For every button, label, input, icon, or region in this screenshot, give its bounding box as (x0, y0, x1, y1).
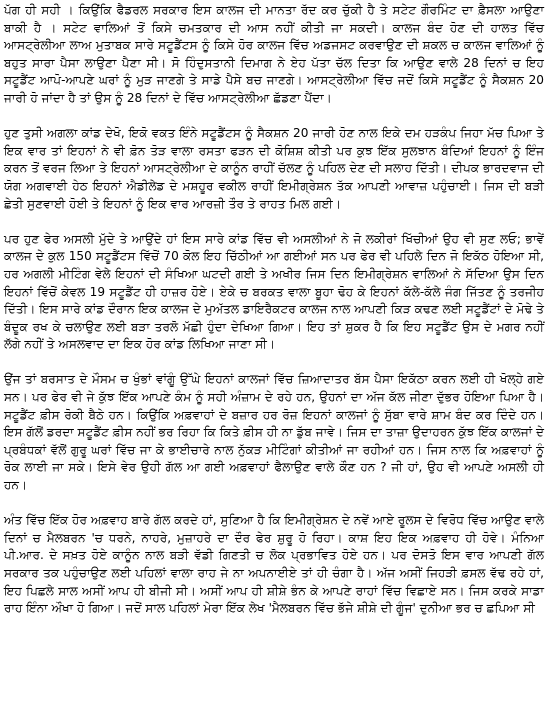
article-paragraph: ਅੰਤ ਵਿੱਚ ਇੱਕ ਹੋਰ ਅਫ਼ਵਾਹ ਬਾਰੇ ਗੱਲ ਕਰਦੇ ਹਾਂ, ਸੁਣਿਆ ਹੈ ਕਿ ਇਮੀਗ੍ਰੇਸ਼ਨ ਦੇ ਨਵੇਂ ਆਏ ਰੂਲਸ ਦੇ ਵਿਰੋਧ ਵਿੱਚ ਆਉਣ ਵਾਲੇ ਦਿਨਾਂ ਚ ਮੈਲਬਰਨ 'ਚ ਧਰਨੇ, ਨਾਹਰੇ, ਮੁਜ਼ਾਹਰੇ ਦਾ ਦੌਰ ਫੇਰ ਸ਼ੁਰੂ ਹੋ ਰਿਹਾ। ਕਾਸ਼ ਇਹ ਇਕ ਅਫ਼ਵਾਹ ਹੀ ਹੋਵੇ। ਮੰਨਿਆ ਪੀ.ਆਰ. ਦੇ ਸਖ਼ਤ ਹੋਏ ਕਾਨੂੰਨ ਨਾਲ ਬੜੀ ਵੱਡੀ ਗਿਣਤੀ ਚ ਲੋਕ ਪ੍ਰਭਾਵਿਤ ਹੋਏ ਹਨ। ਪਰ ਦੋਸਤੋ ਇਸ ਵਾਰ ਆਪਣੀ ਗੱਲ ਸਰਕਾਰ ਤਕ ਪਹੁੰਚਾਉਣ ਲਈ ਪਹਿਲਾਂ ਵਾਲਾ ਰਾਹ ਜੇ ਨਾ ਅਪਨਾਈਏ ਤਾਂ ਹੀ ਚੰਗਾ ਹੈ। ਅੱਜ ਅਸੀਂ ਜਿਹੜੀ ਫ਼ਸਲ ਵੱਢ ਰਹੇ ਹਾਂ, ਇਹ ਪਿਛਲੇ ਸਾਲ ਅਸੀਂ ਆਪ ਹੀ ਬੀਜੀ ਸੀ। ਅਸੀਂ ਆਪ ਹੀ ਸ਼ੀਸ਼ੇ ਭੰਨ ਕੇ ਆਪਣੇ ਰਾਹਾਂ ਵਿੱਚ ਵਿਛਾਏ ਸਨ। ਜਿਸ ਕਰਕੇ ਸਾਡਾ ਰਾਹ ਇੰਨਾ ਔਖਾ ਹੋ ਗਿਆ। ਜਦੋਂ ਸਾਲ ਪਹਿਲਾਂ ਮੇਰਾ ਇੱਕ ਲੇਖ 'ਮੈਲਬਰਨ ਵਿੱਚ ਭੱਜੇ ਸ਼ੀਸ਼ੇ ਦੀ ਗੂੰਜ' ਦੁਨੀਆ ਭਰ ਚ ਛਪਿਆ ਸੀ (4, 513, 544, 616)
article-paragraph: ਉਂਜ ਤਾਂ ਬਰਸਾਤ ਦੇ ਮੌਸਮ ਚ ਖੁੰਭਾਂ ਵਾਂਗੂੰ ਉੱਘੇ ਇਹਨਾਂ ਕਾਲਜਾਂ ਵਿੱਚ ਜ਼ਿਆਦਾਤਰ ਬੱਸ ਪੈਸਾ ਇਕੱਠਾ ਕਰਨ ਲਈ ਹੀ ਖੋਲ੍ਹੇ ਗਏ ਸਨ। ਪਰ ਫੇਰ ਵੀ ਜੇ ਕੁੱਝ ਇੱਕ ਆਪਣੇ ਕੰਮ ਨੂੰ ਸਹੀ ਅੰਜ਼ਾਮ ਦੇ ਰਹੇ ਹਨ, ਉਹਨਾਂ ਦਾ ਅੱਜ ਕੱਲ ਜੀਣਾ ਦੁੱਭਰ ਹੋਇਆ ਪਿਆ ਹੈ। ਸਟੂਡੈਂਟ ਫ਼ੀਸ ਰੋਕੀ ਬੈਠੇ ਹਨ। ਕਿਉਂਕਿ ਅਫ਼ਵਾਹਾਂ ਦੇ ਬਜ਼ਾਰ ਹਰ ਰੋਜ਼ ਇਹਨਾਂ ਕਾਲਜਾਂ ਨੂੰ ਸੁੱਬਾ ਵਾਰੇ ਸ਼ਾਮ ਬੰਦ ਕਰ ਦਿੰਦੇ ਹਨ। ਇਸ ਗੱਲੋਂ ਡਰਦਾ ਸਟੂਡੈਂਟ ਫ਼ੀਸ ਨਹੀਂ ਭਰ ਰਿਹਾ ਕਿ ਕਿਤੇ ਫ਼ੀਸ ਹੀ ਨਾ ਡੁੱਬ ਜਾਵੇ। ਜਿਸ ਦਾ ਤਾਜ਼ਾ ਉਦਾਹਰਨ ਕੁੱਝ ਇੱਕ ਕਾਲਜਾਂ ਦੇ ਪ੍ਰਬੰਧਕਾਂ ਵੱਲੋਂ ਗੁਰੂ ਘਰਾਂ ਵਿੱਚ ਜਾ ਕੇ ਭਾਈਚਾਰੇ ਨਾਲ ਨੁੱਕੜ ਮੀਟਿੰਗਾਂ ਕੀਤੀਆਂ ਜਾ ਰਹੀਆਂ ਹਨ। ਜਿਸ ਨਾਲ ਕਿ ਅਫ਼ਵਾਹਾਂ ਨੂੰ ਰੋਕ ਲਾਈ ਜਾ ਸਕੇ। ਇਸੇ ਵੇਰ ਉਹੀ ਗੱਲ ਆ ਗਈ ਅਫ਼ਵਾਹਾਂ ਫੈਲਾਉਣ ਵਾਲੇ ਕੌਣ ਹਨ ? ਜੀ ਹਾਂ, ਉਹ ਵੀ ਆਪਣੇ ਅਸਲੀ ਹੀ ਹਨ। (4, 372, 545, 493)
article-paragraph: ਪਰ ਹੁਣ ਫੇਰ ਅਸਲੀ ਮੁੱਦੇ ਤੇ ਆਉਂਦੇ ਹਾਂ ਇਸ ਸਾਰੇ ਕਾਂਡ ਵਿੱਚ ਵੀ ਅਸਲੀਆਂ ਨੇ ਜੋ ਲਕੀਰਾਂ ਖਿੱਚੀਆਂ ਉਹ ਵੀ ਸੁਣ ਲਓ; ਭਾਵੇਂ ਕਾਲਜ ਦੇ ਕੁਲ 150 ਸਟੂਡੈਂਟਸ ਵਿੱਚੋਂ 70 ਕੋਲ ਇਹ ਚਿੱਠੀਆਂ ਆ ਗਈਆਂ ਸਨ ਪਰ ਫੇਰ ਵੀ ਪਹਿਲੇ ਦਿਨ ਜੋ ਇਕੱਠ ਹੋਇਆ ਸੀ, ਹਰ ਅਗਲੀ ਮੀਟਿੰਗ ਵੇਲੇ ਇਹਨਾਂ ਦੀ ਸੰਖਿਆ ਘਟਦੀ ਗਈ ਤੇ ਅਖੀਰ ਜਿਸ ਦਿਨ ਇਮੀਗ੍ਰੇਸ਼ਨ ਵਾਲਿਆਂ ਨੇ ਸੱਦਿਆ ਉਸ ਦਿਨ ਇਹਨਾਂ ਵਿੱਚੋਂ ਕੇਵਲ 19 ਸਟੂਡੈਂਟ ਹੀ ਹਾਜ਼ਰ ਹੋਏ। ਏਕੇ ਚ ਬਰਕਤ ਵਾਲਾ ਬੂਹਾ ਢੋਹ ਕੇ ਇਹਨਾਂ ਕੱਲੇ-ਕੱਲੇ ਜੰਗ ਜਿੱਤਣ ਨੂੰ ਤਰਜੀਹ ਦਿੱਤੀ। ਇਸ ਸਾਰੇ ਕਾਂਡ ਦੌਰਾਨ ਇਕ ਕਾਲਜ ਦੇ ਮੁਅੱਤਲ ਡਾਇਰੈਕਟਰ ਕਾਲਜ ਨਾਲ ਆਪਣੀ ਕਿੜ ਕਢਣ ਲਈ ਸਟੂਡੈਂਟਾਂ ਦੇ ਮੋਢੇ ਤੇ ਬੰਦੂਕ ਰਖ ਕੇ ਚਲਾਉਣ ਲਈ ਬੜਾ ਤਰਲੋ ਮੱਛੀ ਹੁੰਦਾ ਦੇਖਿਆ ਗਿਆ। ਇਹ ਤਾਂ ਸ਼ੁਕਰ ਹੈ ਕਿ ਇਹ ਸਟੂਡੈਂਟ ਉਸ ਦੇ ਮਗਰ ਨਹੀਂ ਲੱਗੇ ਨਹੀਂ ਤੇ ਅਸਲਵਾਦ ਦਾ ਇਕ ਹੋਰ ਕਾਂਡ ਲਿਖਿਆ ਜਾਣਾ ਸੀ। (4, 231, 544, 352)
article-paragraph: ਪੱਗ ਹੀ ਸਹੀ । ਕਿਉਂਕਿ ਫੈਡਰਲ ਸਰਕਾਰ ਇਸ ਕਾਲਜ ਦੀ ਮਾਨਤਾ ਰੱਦ ਕਰ ਚੁੱਕੀ ਹੈ ਤੇ ਸਟੇਟ ਗੌਰਮਿੰਟ ਦਾ ਫ਼ੈਸਲਾ ਆਉਣਾ ਬਾਕੀ ਹੈ । ਸਟੇਟ ਵਾਲਿਆਂ ਤੋਂ ਕਿਸੇ ਚਮਤਕਾਰ ਦੀ ਆਸ ਨਹੀਂ ਕੀਤੀ ਜਾ ਸਕਦੀ। ਕਾਲਜ ਬੰਦ ਹੋਣ ਦੀ ਹਾਲਤ ਵਿੱਚ ਆਸਟ੍ਰੇਲੀਆ ਲਾਅ ਮੁਤਾਬਕ ਸਾਰੇ ਸਟੂਡੈਂਟਸ ਨੂੰ ਕਿਸੇ ਹੋਰ ਕਾਲਜ ਵਿੱਚ ਅਡਜਸਟ ਕਰਵਾਉਣ ਦੀ ਸ਼ਕਲ ਚ ਕਾਲਜ ਵਾਲਿਆਂ ਨੂੰ ਬਹੁਤ ਸਾਰਾ ਪੈਸਾ ਲਾਉਣਾ ਪੈਣਾ ਸੀ। ਸੋ ਹਿੰਦੁਸਤਾਨੀ ਦਿਮਾਗ ਨੇ ਏਹ ਪੱਤਾ ਚੱਲ ਦਿਤਾ ਕਿ ਆਉਣ ਵਾਲੇ 28 ਦਿਨਾਂ ਚ ਇਹ ਸਟੂਡੈਂਟ ਆਪੋ-ਆਪਣੇ ਘਰਾਂ ਨੂੰ ਮੁੜ ਜਾਣਗੇ ਤੇ ਸਾਡੇ ਪੈਸੇ ਬਚ ਜਾਣਗੇ। ਆਸਟ੍ਰੇਲੀਆ ਵਿੱਚ ਜਦੋਂ ਕਿਸੇ ਸਟੂਡੈਂਟ ਨੂੰ ਸੈਕਸ਼ਨ 20 ਜਾਰੀ ਹੋ ਜਾਂਦਾ ਹੈ ਤਾਂ ਉਸ ਨੂੰ 28 ਦਿਨਾਂ ਦੇ ਵਿੱਚ ਆਸਟ੍ਰੇਲੀਆ ਛੱਡਣਾ ਪੈਂਦਾ। (4, 3, 544, 105)
article-paragraph: ਹੁਣ ਤੁਸੀ ਅਗਲਾ ਕਾਂਡ ਦੇਖੋ, ਇਕੋ ਵਕਤ ਇੰਨੇ ਸਟੂਡੈਂਟਸ ਨੂੰ ਸੈਕਸ਼ਨ 20 ਜਾਰੀ ਹੋਣ ਨਾਲ ਇਕੇ ਦਮ ਹੜਕੰਪ ਜਿਹਾ ਮੱਚ ਪਿਆ ਤੇ ਇਕ ਵਾਰ ਤਾਂ ਇਹਨਾਂ ਨੇ ਵੀ ਫ਼ੋਨ ਤੋੜ ਵਾਲਾ ਰਸਤਾ ਫੜਨ ਦੀ ਕੋਸ਼ਿਸ਼ ਕੀਤੀ ਪਰ ਕੁਝ ਇੱਕ ਸੁਲਝਾਨ ਬੰਦਿਆਂ ਇਹਨਾਂ ਨੂੰ ਇੰਜ ਕਰਨ ਤੋਂ ਵਰਜ ਲਿਆ ਤੇ ਇਹਨਾਂ ਆਸਟ੍ਰੇਲੀਆ ਦੇ ਕਾਨੂੰਨ ਰਾਹੀਂ ਚੱਲਣ ਨੂੰ ਪਹਿਲ ਦੇਣ ਦੀ ਸਲਾਹ ਦਿੱਤੀ। ਦੀਪਕ ਭਾਰਦਵਾਜ ਦੀ ਯੋਗ ਅਗਵਾਈ ਹੇਠ ਇਹਨਾਂ ਐਡੀਲੇਡ ਦੇ ਮਸ਼ਹੂਰ ਵਕੀਲ ਰਾਹੀਂ ਇਮੀਗ੍ਰੇਸ਼ਨ ਤੱਕ ਆਪਣੀ ਆਵਾਜ਼ ਪਹੁੰਚਾਈ। ਜਿਸ ਦੀ ਬੜੀ ਛੇਤੀ ਸੁਣਵਾਈ ਹੋਈ ਤੇ ਇਹਨਾਂ ਨੂੰ ਇਕ ਵਾਰ ਆਰਜ਼ੀ ਤੌਰ ਤੇ ਰਾਹਤ ਮਿਲ ਗਈ। (4, 126, 544, 211)
